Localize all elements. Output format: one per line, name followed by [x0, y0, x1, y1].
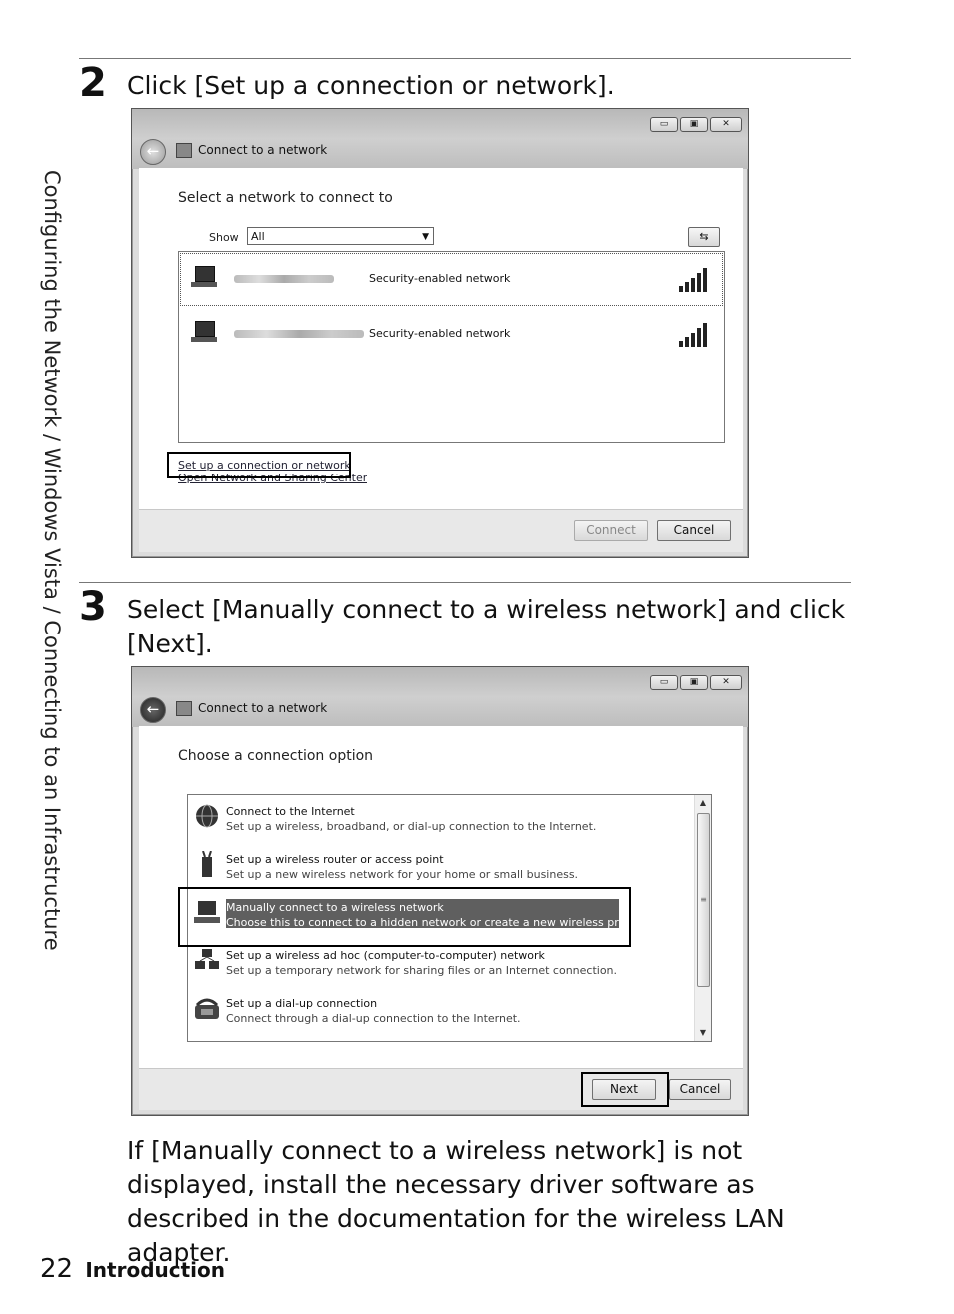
cancel-button[interactable]: Cancel [657, 520, 731, 541]
section-name: Introduction [85, 1258, 226, 1282]
page-number: 22 [40, 1254, 74, 1284]
setup-connection-link[interactable]: Set up a connection or network [178, 459, 351, 472]
network-security: Security-enabled network [369, 272, 511, 285]
content-heading: Choose a connection option [178, 748, 374, 764]
option-wireless-router[interactable]: Set up a wireless router or access point Set up a new wireless network for your home or small business. [188, 843, 693, 889]
step-2-instruction: Click [Set up a connection or network]. [127, 71, 615, 100]
scroll-up-icon[interactable]: ▲ [699, 798, 707, 807]
option-dial-up[interactable]: Set up a dial-up connection Connect through a dial-up connection to the Internet. [188, 987, 693, 1033]
signal-strength-icon [679, 268, 709, 292]
show-dropdown[interactable]: All ▼ [247, 227, 434, 245]
network-sharing-center-link[interactable]: Open Network and Sharing Center [178, 474, 368, 483]
blurred-network-name [234, 330, 364, 338]
window-footer [139, 509, 743, 552]
window-content [139, 726, 743, 1068]
step-number-2: 2 [79, 60, 107, 106]
step-3-instruction-line2: [Next]. [127, 629, 213, 658]
signal-strength-icon [679, 323, 709, 347]
divider [79, 582, 851, 583]
chevron-down-icon: ▼ [422, 232, 429, 242]
page-footer [40, 1254, 225, 1284]
title-bar [132, 667, 748, 727]
step-3-instruction-line1: Select [Manually connect to a wireless network] and click [127, 595, 846, 624]
note-paragraph: If [Manually connect to a wireless network] is not displayed, install the necessary driver software as described in the documentation for the wireless LAN adapter. [127, 1136, 785, 1267]
content-heading: Select a network to connect to [178, 190, 393, 206]
maximize-button[interactable]: ▣ [680, 675, 708, 690]
maximize-button[interactable]: ▣ [680, 117, 708, 132]
show-label: Show [209, 231, 239, 244]
option-ad-hoc[interactable]: Set up a wireless ad hoc (computer-to-computer) network Set up a temporary network for sharing files or an Internet connection. [188, 939, 693, 985]
highlight-box [178, 887, 631, 947]
window-title: Connect to a network [198, 701, 328, 715]
back-arrow-icon[interactable]: ← [140, 697, 166, 723]
highlight-box [167, 452, 351, 478]
telephone-icon [193, 995, 221, 1021]
vertical-scrollbar[interactable] [694, 795, 711, 1041]
connect-window-2 [131, 666, 749, 1116]
computer-icon [191, 321, 217, 343]
network-security: Security-enabled network [369, 327, 511, 340]
computer-icon [191, 266, 217, 288]
globe-icon [193, 803, 221, 829]
option-connect-internet[interactable]: Connect to the Internet Set up a wireless, broadband, or dial-up connection to the Internet. [188, 795, 693, 841]
close-button[interactable]: ✕ [710, 117, 742, 132]
network-row[interactable] [179, 307, 724, 362]
window-title: Connect to a network [198, 143, 328, 157]
next-button[interactable]: Next [592, 1079, 656, 1100]
step-number-3: 3 [79, 584, 107, 630]
ad-hoc-network-icon [193, 947, 221, 973]
connect-window-1 [131, 108, 749, 558]
sidebar-title: Configuring the Network / Windows Vista / Connecting to an Infrastructure [40, 170, 64, 951]
network-icon [176, 701, 192, 716]
minimize-button[interactable]: ▭ [650, 675, 678, 690]
divider [79, 58, 851, 59]
network-row[interactable] [179, 252, 724, 307]
network-icon [176, 143, 192, 158]
router-icon [193, 851, 221, 877]
window-content [139, 168, 743, 509]
scroll-down-icon[interactable]: ▼ [699, 1028, 707, 1037]
refresh-icon[interactable]: ⇆ [688, 227, 720, 247]
cancel-button[interactable]: Cancel [669, 1079, 731, 1100]
connect-button[interactable]: Connect [574, 520, 648, 541]
network-list [178, 251, 725, 443]
close-button[interactable]: ✕ [710, 675, 742, 690]
highlight-box [581, 1072, 669, 1107]
option-manual-wireless[interactable]: Manually connect to a wireless network Choose this to connect to a hidden network or create a new wireless profile. [188, 891, 693, 937]
scroll-thumb[interactable]: ≡ [697, 813, 710, 987]
window-footer [139, 1068, 743, 1110]
blurred-network-name [234, 275, 334, 283]
title-bar [132, 109, 748, 169]
minimize-button[interactable]: ▭ [650, 117, 678, 132]
back-arrow-icon[interactable]: ← [140, 139, 166, 165]
